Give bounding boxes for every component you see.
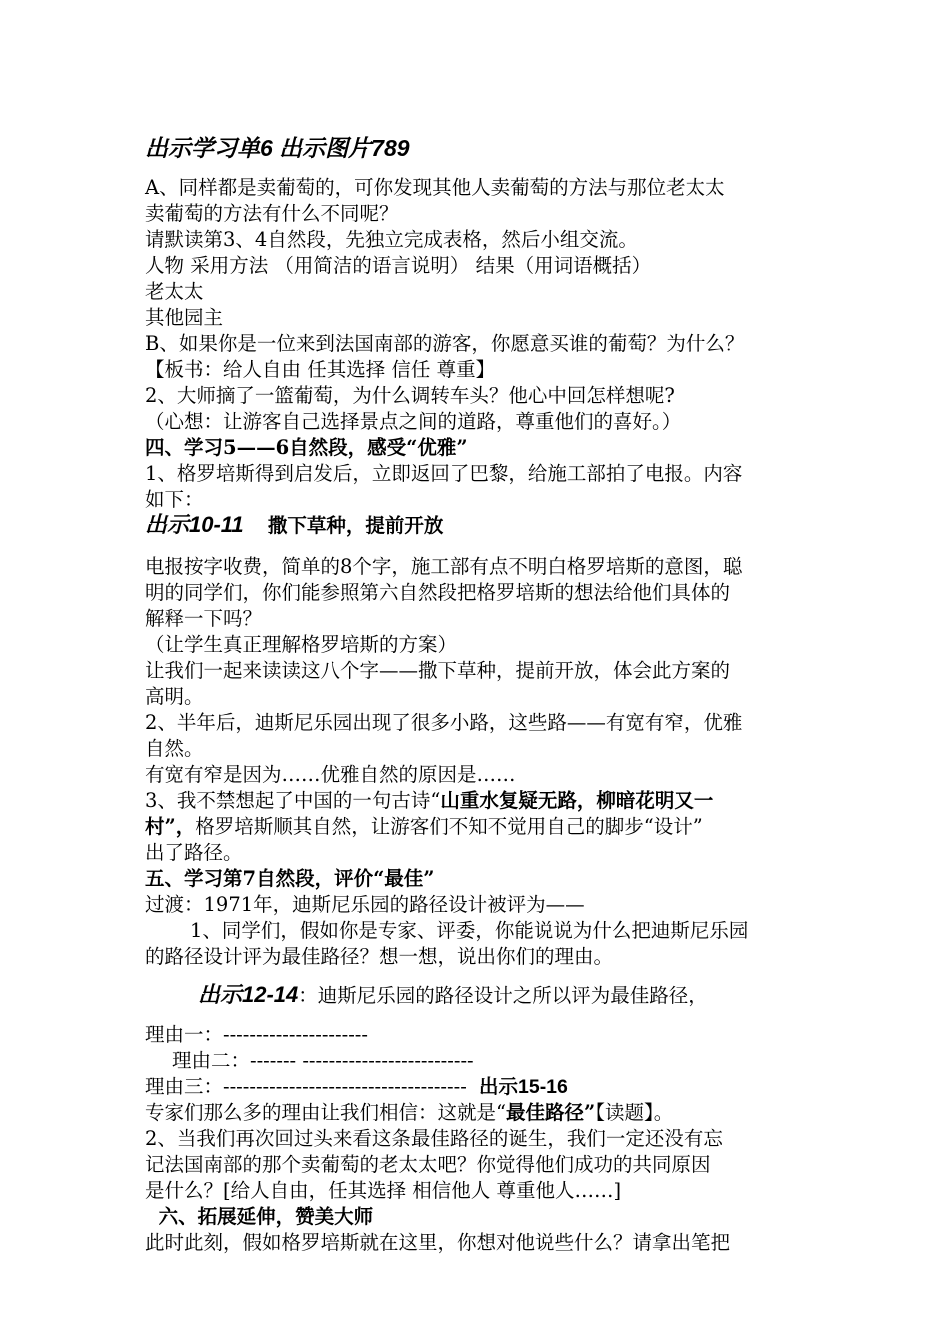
paragraph-line: 2、大师摘了一篮葡萄，为什么调转车头？他心中回怎样想呢? <box>145 384 675 407</box>
blackboard-note: 【板书：给人自由 任其选择 信任 尊重】 <box>145 358 496 381</box>
slide-caption: ：迪斯尼乐园的路径设计之所以评为最佳路径， <box>298 984 708 1007</box>
paragraph-line: 卖葡萄的方法有什么不同呢？ <box>145 202 399 225</box>
reason-line <box>145 1074 568 1100</box>
text-run: 专家们那么多的理由让我们相信：这就是“ <box>145 1101 506 1124</box>
paragraph-line <box>145 788 713 814</box>
text-run: 3、我不禁想起了中国的一句古诗“ <box>145 789 441 812</box>
paragraph-line <box>145 1100 673 1126</box>
paragraph-line: 自然。 <box>145 737 204 760</box>
slide-heading-10-11 <box>145 512 443 539</box>
paragraph-line: 记法国南部的那个卖葡萄的老太太吧？你觉得他们成功的共同原因 <box>145 1153 711 1176</box>
poem-quote: 村”， <box>145 815 196 838</box>
paragraph-line: 此时此刻，假如格罗培斯就在这里，你想对他说些什么？请拿出笔把 <box>145 1231 731 1254</box>
section-heading-6: 六、拓展延伸，赞美大师 <box>145 1205 374 1228</box>
paragraph-line: 有宽有窄是因为……优雅自然的原因是…… <box>145 763 516 786</box>
slide-caption: 撒下草种，提前开放 <box>267 514 444 537</box>
reason-text: 理由三：------------------------------------- <box>145 1075 467 1098</box>
text-run: 格罗培斯顺其自然，让游客们不知不觉用自己的脚步“设计” <box>195 815 703 838</box>
table-header-line: 人物 采用方法 （用简洁的语言说明） 结果（用词语概括） <box>145 254 652 277</box>
paragraph-line: 电报按字收费，简单的8个字，施工部有点不明白格罗培斯的意图，聪 <box>145 555 743 578</box>
slide-heading-12-14 <box>198 982 708 1009</box>
paragraph-line: 出了路径。 <box>145 841 243 864</box>
paragraph-line: A、同样都是卖葡萄的，可你发现其他人卖葡萄的方法与那位老太太 <box>145 176 725 199</box>
paragraph-line: 1、同学们，假如你是专家、评委，你能说说为什么把迪斯尼乐园 <box>190 919 749 942</box>
paragraph-line: 是什么？[给人自由，任其选择 相信他人 尊重他人……] <box>145 1179 622 1202</box>
paragraph-line: 让我们一起来读读这八个字——撒下草种，提前开放，体会此方案的 <box>145 659 731 682</box>
paragraph-line <box>145 814 703 840</box>
reason-line: 理由二：------- -------------------------- <box>172 1049 474 1072</box>
slide-label: 出示12-14 <box>198 982 299 1007</box>
table-row-label: 其他园主 <box>145 306 224 329</box>
slide-label-15-16: 出示15-16 <box>479 1076 568 1098</box>
paragraph-line: 2、半年后，迪斯尼乐园出现了很多小路，这些路——有宽有窄，优雅 <box>145 711 743 734</box>
slide-label: 出示10-11 <box>145 512 244 537</box>
paragraph-line: 明的同学们，你们能参照第六自然段把格罗培斯的想法给他们具体的 <box>145 581 731 604</box>
section-heading-4: 四、学习5——6自然段，感受“优雅” <box>145 436 468 459</box>
table-row-label: 老太太 <box>145 280 204 303</box>
text-run: 【读题】。 <box>595 1101 674 1124</box>
paragraph-line: 高明。 <box>145 685 204 708</box>
heading-study-sheet: 出示学习单6 出示图片789 <box>145 135 410 161</box>
paragraph-line: B、如果你是一位来到法国南部的游客，你愿意买谁的葡萄？为什么？ <box>145 332 745 355</box>
reason-line: 理由一：---------------------- <box>145 1023 368 1046</box>
paragraph-line: 1、格罗培斯得到启发后，立即返回了巴黎，给施工部拍了电报。内容 <box>145 462 743 485</box>
paragraph-line: 请默读第3、4自然段，先独立完成表格，然后小组交流。 <box>145 228 638 251</box>
section-heading-5: 五、学习第7自然段，评价“最佳” <box>145 867 435 890</box>
poem-quote: 山重水复疑无路，柳暗花明又一 <box>440 789 714 812</box>
paragraph-line: 的路径设计评为最佳路径？想一想，说出你们的理由。 <box>145 945 614 968</box>
paragraph-line: （心想：让游客自己选择景点之间的道路，尊重他们的喜好。） <box>145 410 682 433</box>
paragraph-line: 过渡：1971年，迪斯尼乐园的路径设计被评为—— <box>145 893 585 916</box>
paragraph-line: （让学生真正理解格罗培斯的方案） <box>145 633 458 656</box>
paragraph-line: 解释一下吗？ <box>145 607 263 630</box>
emphasis-best-path: 最佳路径” <box>505 1101 596 1124</box>
paragraph-line: 如下： <box>145 488 204 511</box>
paragraph-line: 2、当我们再次回过头来看这条最佳路径的诞生，我们一定还没有忘 <box>145 1127 723 1150</box>
